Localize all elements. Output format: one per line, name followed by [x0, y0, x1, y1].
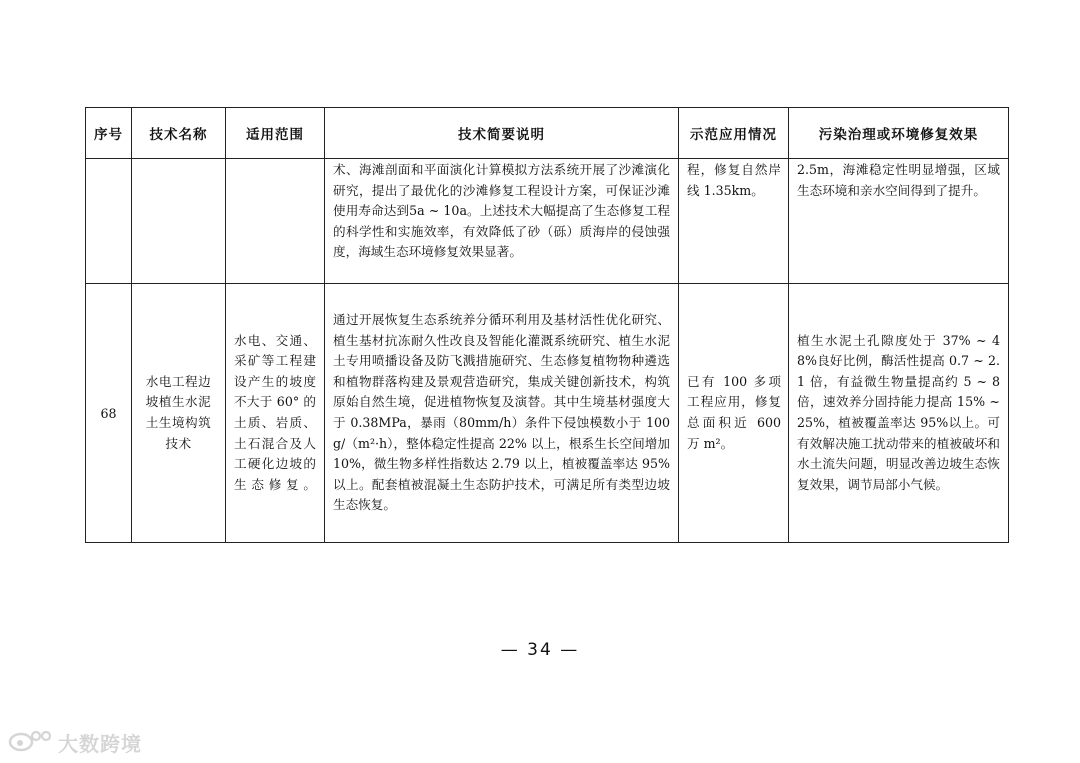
cell-effect — [789, 159, 1009, 284]
page-number: — 34 — — [500, 640, 580, 660]
header-tech-name: 技术名称 — [132, 108, 226, 159]
header-scope: 适用范围 — [226, 108, 325, 159]
scope-text: 水电、交通、采矿等工程建设产生的坡度不大于 60° 的土质、岩质、土石混合及人工硬化边坡的生态修复。 — [234, 332, 316, 492]
cell-number — [86, 284, 132, 543]
header-number: 序号 — [86, 108, 132, 159]
cell-number — [86, 159, 132, 284]
table-header-row — [86, 108, 1009, 159]
cell-tech-name — [132, 159, 226, 284]
header-effect: 污染治理或环境修复效果 — [789, 108, 1009, 159]
description-text: 术、海滩剖面和平面演化计算模拟方法系统开展了沙滩演化研究，提出了最优化的沙滩修复工程设计方案，可保证沙滩使用寿命达到5a ~ 10a。上述技术大幅提高了生态修复工程的科学性和实施效率，有效降低了砂（砾）质海岸的侵蚀强度，海域生态环境修复效果显著。 — [333, 162, 670, 260]
cell-scope — [226, 159, 325, 284]
header-description: 技术简要说明 — [325, 108, 679, 159]
number-text — [86, 159, 131, 160]
cell-demo — [679, 284, 789, 543]
tech-name-text — [132, 159, 225, 160]
cell-tech-name — [132, 284, 226, 543]
table-row — [86, 284, 1009, 543]
cell-description — [325, 159, 679, 284]
weibo-logo-icon — [8, 727, 52, 758]
effect-text: 植生水泥土孔隙度处于 37% ~ 48%良好比例，酶活性提高 0.7 ~ 2.1 倍，有益微生物量提高约 5 ~ 8 倍，速效养分固持能力提高 15% ~ 25%，植被覆盖率达 95%以上。可有效解决施工扰动带来的植被破坏和水土流失问题，明显改善边坡生态恢复效果，调节局部小气候。 — [797, 332, 1000, 492]
document-table — [85, 107, 1009, 543]
scope-text — [226, 159, 324, 160]
description-text: 通过开展恢复生态系统养分循环利用及基材活性优化研究、植生基材抗冻耐久性改良及智能化灌溉系统研究、植生水泥土专用喷播设备及防飞溅措施研究、生态修复植物物种遴选和植物群落构建及景观营造研究，集成关键创新技术，构筑原始自然生境，促进植物恢复及演替。其中生境基材强度大于 0.38MPa，暴雨（80mm/h）条件下侵蚀模数小于 100g/（m²·h），整体稳定性提高 22% 以上，根系生长空间增加 10%，微生物多样性指数达 2.79 以上，植被覆盖率达 95%以上。配套植被混凝土生态防护技术，可满足所有类型边坡生态恢复。 — [333, 312, 670, 513]
tech-name-text: 水电工程边坡植生水泥土生境构筑技术 — [145, 373, 212, 451]
cell-scope — [226, 284, 325, 543]
table-row — [86, 159, 1009, 284]
header-demo: 示范应用情况 — [679, 108, 789, 159]
watermark — [8, 727, 142, 758]
demo-text: 已有 100 多项工程应用，修复总面积近 600 万 m²。 — [687, 373, 781, 451]
cell-description — [325, 284, 679, 543]
cell-demo — [679, 159, 789, 284]
demo-text: 程，修复自然岸线 1.35km。 — [687, 162, 781, 198]
effect-text: 2.5m，海滩稳定性明显增强，区域生态环境和亲水空间得到了提升。 — [797, 162, 1000, 198]
cell-effect — [789, 284, 1009, 543]
number-text: 68 — [100, 405, 117, 421]
watermark-text: 大数跨境 — [58, 732, 142, 756]
